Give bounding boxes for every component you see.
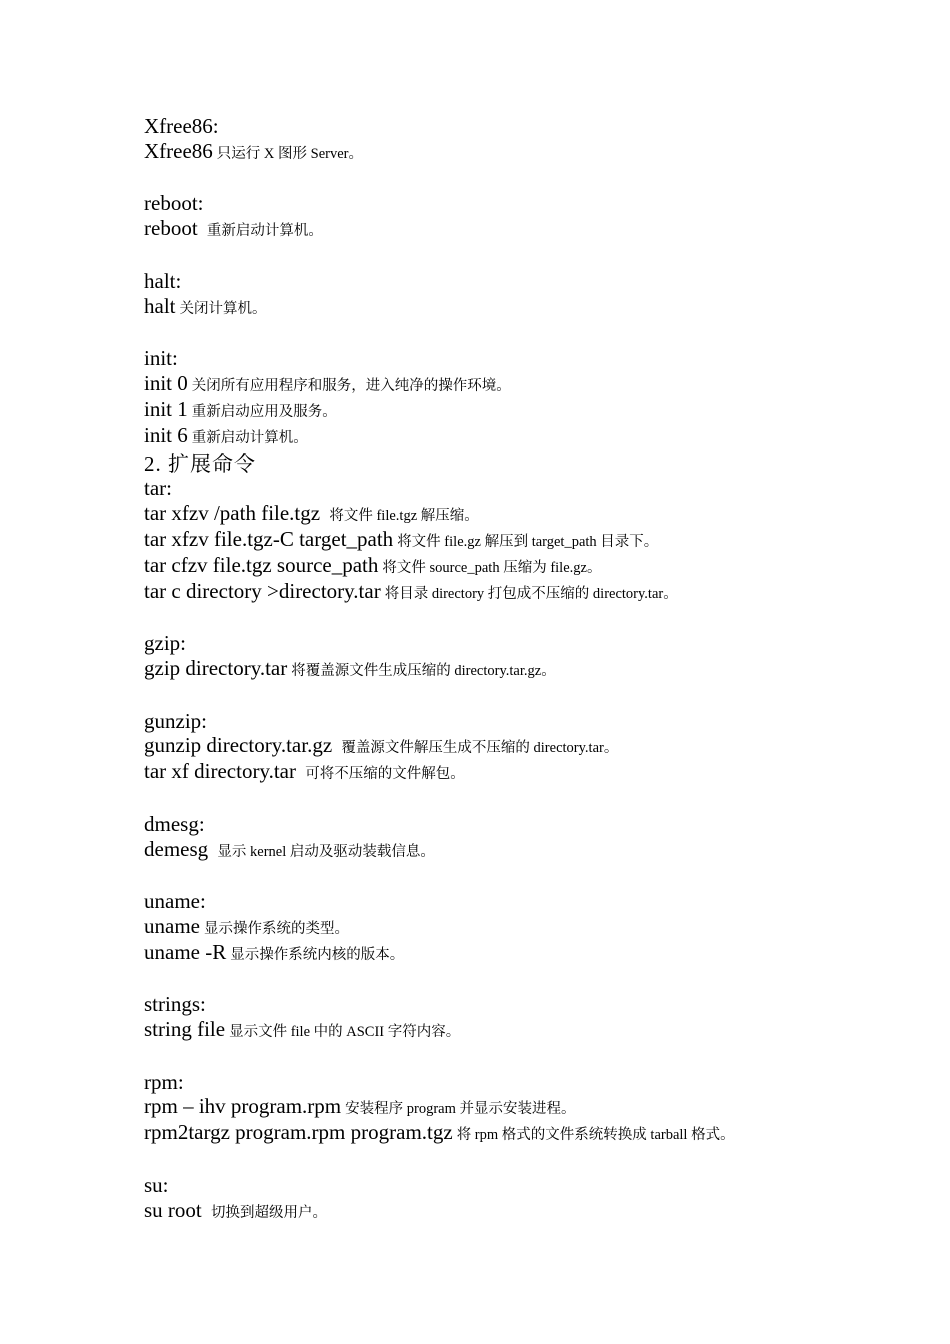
- command-text: gzip directory.tar: [144, 655, 288, 680]
- command-line: [144, 371, 904, 397]
- command-line: [144, 733, 904, 759]
- command-description: 关闭所有应用程序和服务，进入纯净的操作环境。: [191, 377, 511, 394]
- heading-gzip: gzip:: [144, 631, 186, 656]
- command-text: gunzip directory.tar.gz: [144, 733, 338, 758]
- command-text: uname: [144, 913, 200, 938]
- heading-strings: strings:: [144, 992, 206, 1017]
- command-line: [144, 139, 904, 165]
- command-description: 将文件 source_path 压缩为 file.gz。: [382, 559, 602, 576]
- heading-xfree86: Xfree86:: [144, 114, 219, 138]
- command-description: 安装程序 program 并显示安装进程。: [345, 1101, 576, 1118]
- command-description: 覆盖源文件解压生成不压缩的 directory.tar。: [341, 740, 619, 757]
- command-text: Xfree86: [144, 138, 213, 163]
- command-text: tar xf directory.tar: [144, 759, 302, 784]
- command-text: init 1: [144, 396, 188, 421]
- command-text: tar xfzv /path file.tgz: [144, 501, 326, 526]
- command-line: [144, 1198, 904, 1224]
- command-line: [144, 501, 904, 527]
- heading-init: init:: [144, 346, 178, 371]
- command-description: 显示文件 file 中的 ASCII 字符内容。: [229, 1024, 461, 1041]
- command-line: [144, 759, 904, 785]
- command-text: init 6: [144, 422, 188, 447]
- command-description: 只运行 X 图形 Server。: [216, 145, 363, 162]
- command-description: 显示操作系统内核的版本。: [230, 946, 405, 963]
- heading-tar: tar:: [144, 476, 172, 501]
- command-text: uname -R: [144, 939, 227, 964]
- command-line: [144, 1094, 904, 1120]
- command-text: tar cfzv file.tgz source_path: [144, 552, 379, 577]
- command-text: reboot: [144, 216, 203, 241]
- command-description: 重新启动应用及服务。: [191, 403, 337, 420]
- command-description: 显示操作系统的类型。: [203, 920, 349, 937]
- command-description: 将文件 file.gz 解压到 target_path 目录下。: [397, 533, 659, 550]
- command-description: 重新启动计算机。: [206, 223, 323, 240]
- command-line: [144, 1120, 904, 1146]
- command-line: [144, 1017, 904, 1043]
- command-text: demesg: [144, 836, 214, 861]
- command-description: 显示 kernel 启动及驱动装载信息。: [217, 843, 435, 860]
- heading-uname: uname:: [144, 889, 206, 914]
- command-line: [144, 527, 904, 553]
- command-text: tar xfzv file.tgz-C target_path: [144, 526, 394, 551]
- command-text: init 0: [144, 370, 188, 395]
- command-description: 将目录 directory 打包成不压缩的 directory.tar。: [384, 585, 678, 602]
- command-line: [144, 216, 904, 242]
- command-text: rpm – ihv program.rpm: [144, 1094, 342, 1119]
- command-description: 将文件 file.tgz 解压缩。: [329, 508, 479, 525]
- command-description: 重新启动计算机。: [191, 429, 308, 446]
- command-line: [144, 294, 904, 320]
- heading-dmesg: dmesg:: [144, 811, 205, 836]
- heading-gunzip: gunzip:: [144, 708, 207, 733]
- command-description: 将覆盖源文件生成压缩的 directory.tar.gz。: [291, 662, 556, 679]
- command-line: [144, 397, 904, 423]
- heading-rpm: rpm:: [144, 1069, 184, 1094]
- command-line: [144, 579, 904, 605]
- command-text: string file: [144, 1017, 226, 1042]
- heading-su: su:: [144, 1172, 169, 1197]
- command-line: [144, 553, 904, 579]
- command-line: [144, 423, 904, 449]
- command-description: 可将不压缩的文件解包。: [305, 766, 465, 783]
- document-page: [144, 113, 904, 1223]
- command-line: [144, 914, 904, 940]
- command-text: halt: [144, 293, 176, 318]
- command-text: su root: [144, 1197, 207, 1222]
- section-title: 2. 扩展命令: [144, 452, 256, 477]
- command-text: tar c directory >directory.tar: [144, 578, 381, 603]
- command-line: [144, 837, 904, 863]
- command-description: 将 rpm 格式的文件系统转换成 tarball 格式。: [456, 1127, 735, 1144]
- command-line: [144, 940, 904, 966]
- command-line: [144, 656, 904, 682]
- command-description: 关闭计算机。: [179, 300, 267, 317]
- heading-halt: halt:: [144, 268, 182, 293]
- command-text: rpm2targz program.rpm program.tgz: [144, 1120, 453, 1145]
- command-description: 切换到超级用户。: [211, 1204, 327, 1221]
- heading-reboot: reboot:: [144, 191, 204, 216]
